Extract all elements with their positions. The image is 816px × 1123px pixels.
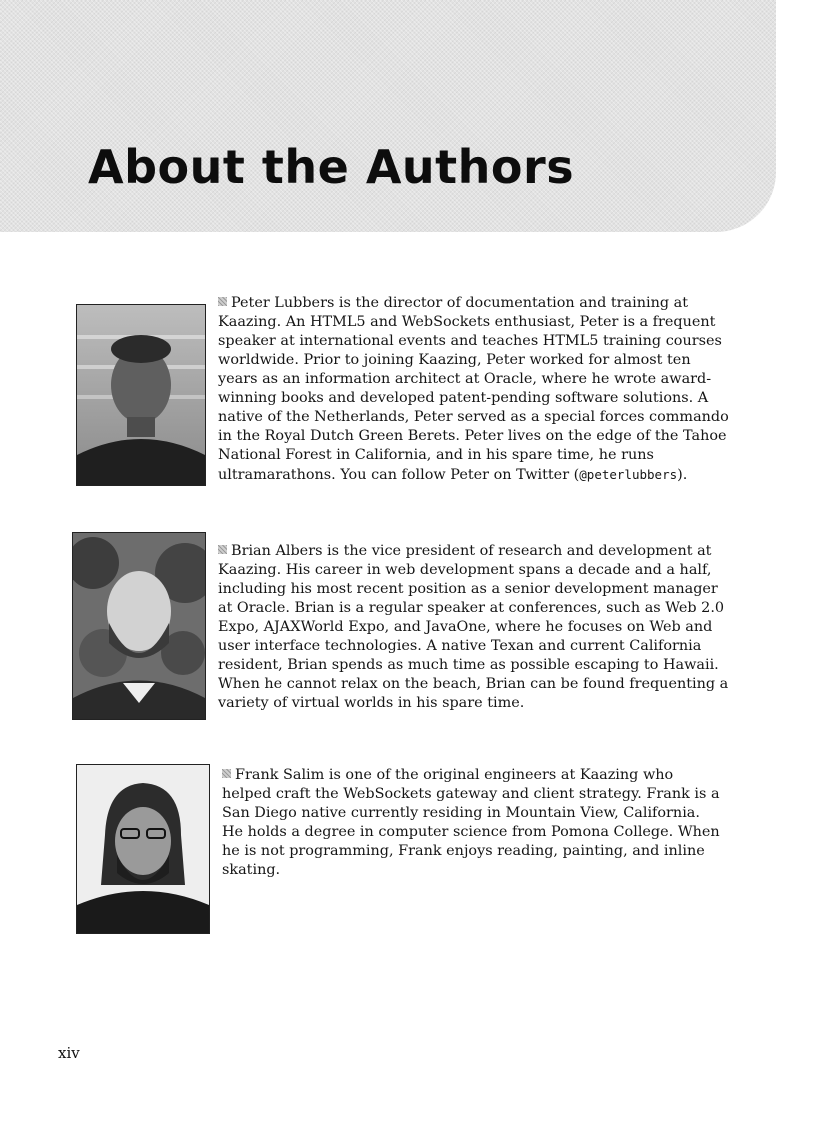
author-portrait-icon (73, 533, 205, 719)
author-bio-3 (222, 766, 722, 880)
author-portrait-icon (77, 765, 209, 933)
author-bio-2 (218, 542, 730, 713)
page-title: About the Authors (88, 140, 575, 194)
author-portrait-icon (77, 305, 205, 485)
header-band (0, 0, 776, 232)
bullet-icon (218, 545, 227, 554)
bullet-icon (222, 769, 231, 778)
author-photo-1 (76, 304, 206, 486)
author-photo-3 (76, 764, 210, 934)
author-bio-text: Brian Albers is the vice president of research and development at Kaazing. His career in web development spans a decade and a half, including his most recent position as a senior development manager at Oracle. Brian is a regular speaker at conferences, such as Web 2.0 Expo, AJAXWorld Expo, and JavaOne, where he focuses on Web and user interface technologies. A native Texan and current California resident, Brian spends as much time as possible escaping to Hawaii. When he cannot relax on the beach, Brian can be found frequenting a variety of virtual worlds in his spare time. (218, 543, 729, 711)
author-bio-1 (218, 294, 730, 485)
author-bio-text: Frank Salim is one of the original engineers at Kaazing who helped craft the WebSockets gateway and client strategy. Frank is a San Diego native currently residing in Mountain View, California. He holds a degree in computer science from Pomona College. When he is not programming, Frank enjoys reading, painting, and inline skating. (222, 767, 720, 878)
author-bio-end: ). (677, 467, 688, 483)
bullet-icon (218, 297, 227, 306)
page-number: xiv (58, 1044, 80, 1062)
author-photo-2 (72, 532, 206, 720)
author-bio-text: Peter Lubbers is the director of documentation and training at Kaazing. An HTML5 and WebSockets enthusiast, Peter is a frequent speaker at international events and teaches HTML5 training courses worldwide. Prior to joining Kaazing, Peter worked for almost ten years as an information architect at Oracle, where he wrote award-winning books and developed patent-pending software solutions. A native of the Netherlands, Peter served as a special forces commando in the Royal Dutch Green Berets. Peter lives on the edge of the Tahoe National Forest in California, and in his spare time, he runs ultramarathons. You can follow Peter on Twitter ( (218, 295, 729, 483)
twitter-handle: @peterlubbers (579, 467, 678, 482)
